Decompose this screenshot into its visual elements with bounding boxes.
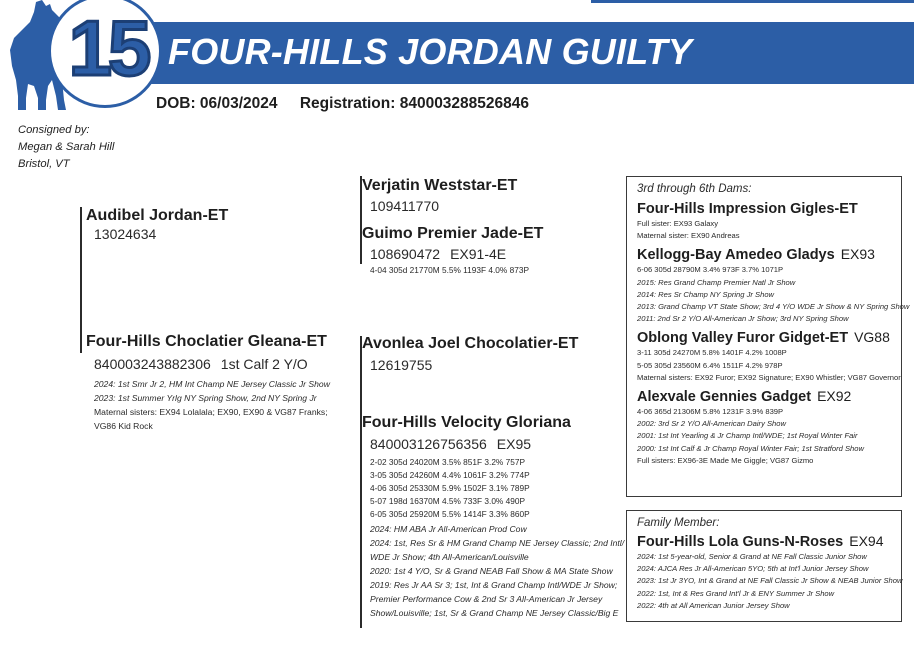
extended-dams-heading: 3rd through 6th Dams: — [637, 183, 752, 195]
extended-dam-detail: 2013: Grand Champ VT State Show; 3rd 4 Y/O WDE Jr Show & NY Spring Show — [637, 302, 910, 312]
dam-dam-award: Show/Louisville; 1st, Sr & Grand Champ NE Jersey Classic/Big E — [370, 608, 619, 618]
extended-dam-detail: Maternal sisters: EX92 Furor; EX92 Signature; EX90 Whistler; VG87 Governor — [637, 372, 901, 382]
dam-dam-stat: 6-05 305d 25920M 5.5% 1414F 3.3% 860P — [370, 509, 530, 519]
dam-dam-name: Four-Hills Velocity Gloriana — [362, 414, 571, 431]
family-member-award: 2022: 1st, Int & Res Grand Int'l Jr & ENY Summer Jr Show — [637, 588, 835, 598]
extended-dam-detail: Full sister: EX93 Galaxy — [637, 219, 719, 228]
top-accent-strip — [591, 0, 914, 3]
dam-dam-award: WDE Jr Show; 4th All-American/Louisville — [370, 552, 529, 562]
consignor-location: Bristol, VT — [18, 158, 70, 170]
dam-dam-score: EX95 — [496, 436, 532, 452]
family-member-heading: Family Member: — [637, 517, 720, 529]
dam-dam-award: Premier Performance Cow & 2nd Sr 3 All-American Jr Jersey — [370, 594, 603, 604]
extended-dam-name: Four-Hills Impression Gigles-ET — [637, 201, 858, 217]
extended-dam-detail: 2014: Res Sr Champ NY Spring Jr Show — [637, 289, 775, 299]
extended-dam-name: Alexvale Gennies Gadget EX92 — [637, 388, 852, 406]
sire-sire-block — [362, 176, 517, 215]
dam-award-line: 2024: 1st Smr Jr 2, HM Int Champ NE Jersey Classic Jr Show — [94, 379, 330, 389]
dam-dam-award: 2020: 1st 4 Y/O, Sr & Grand NEAB Fall Show & MA State Show — [370, 566, 613, 576]
sire-dam-score: EX91-4E — [450, 246, 507, 262]
dam-dam-stat: 3-05 305d 24260M 4.4% 1061F 3.2% 774P — [370, 470, 530, 480]
sire-dam-reg-line — [370, 245, 543, 263]
sire-dam-stat: 4-04 305d 21770M 5.5% 1193F 4.0% 873P — [370, 265, 529, 275]
dob-text: DOB: 06/03/2024 — [156, 95, 278, 112]
dam-dam-award: 2024: 1st, Res Sr & HM Grand Champ NE Jersey Classic; 2nd Intl/ — [370, 538, 625, 548]
dam-reg-line — [94, 355, 330, 373]
dam-block — [86, 332, 330, 433]
consignor-block — [18, 122, 114, 173]
registration-text: Registration: 840003288526846 — [299, 95, 530, 112]
extended-dam-name: Kellogg-Bay Amedeo Gladys EX93 — [637, 246, 875, 264]
sire-dam-block — [362, 224, 543, 277]
extended-dam-detail: 2011: 2nd Sr 2 Y/O All-American Jr Show; 3rd NY Spring Show — [637, 314, 849, 324]
dam-name: Four-Hills Choclatier Gleana-ET — [86, 333, 327, 350]
family-member-award: 2024: AJCA Res Jr All-American 5YO; 5th at Int'l Junior Jersey Show — [637, 564, 869, 574]
dam-dam-award: 2019: Res Jr AA Sr 3; 1st, Int & Grand Champ Intl/WDE Jr Show; — [370, 580, 618, 590]
consignor-names: Megan & Sarah Hill — [18, 141, 115, 153]
family-member-award: 2023: 1st Jr 3YO, Int & Grand at NE Fall Classic Jr Show & NEAB Junior Show — [637, 576, 903, 586]
animal-title: FOUR-HILLS JORDAN GUILTY — [168, 31, 693, 72]
dam-sire-name: Avonlea Joel Chocolatier-ET — [362, 335, 579, 352]
family-member-award: 2024: 1st 5-year-old, Senior & Grand at NE Fall Classic Junior Show — [637, 552, 867, 561]
dam-dam-stat: 5-07 198d 16370M 4.5% 733F 3.0% 490P — [370, 496, 525, 506]
extended-dam-entry — [637, 387, 891, 467]
sire-reg: 13024634 — [94, 226, 157, 242]
extended-dam-entry — [637, 245, 910, 325]
extended-dam-detail: 3-11 305d 24270M 5.8% 1401F 4.2% 1008P — [637, 348, 787, 358]
dam-dam-reg-line — [370, 435, 624, 453]
dam-maternal-sisters-cont: VG86 Kid Rock — [94, 421, 153, 431]
extended-dam-detail: 6-06 305d 28790M 3.4% 973F 3.7% 1071P — [637, 265, 784, 275]
dam-dam-block — [362, 413, 624, 620]
lot-number: 15 — [68, 4, 148, 92]
dam-reg: 840003243882306 — [94, 356, 211, 372]
dam-dam-stat: 2-02 305d 24020M 3.5% 851F 3.2% 757P — [370, 457, 525, 467]
dam-dam-reg: 840003126756356 — [370, 436, 487, 452]
extended-dam-name: Oblong Valley Furor Gidget-ET VG88 — [637, 329, 890, 347]
extended-dams-box — [626, 176, 910, 497]
extended-dam-detail: 2015: Res Grand Champ Premier Natl Jr Show — [637, 277, 796, 287]
extended-dam-detail: 5-05 305d 23560M 6.4% 1511F 4.2% 978P — [637, 360, 783, 370]
extended-dam-detail: 4-06 365d 21306M 5.8% 1231F 3.9% 839P — [637, 407, 784, 417]
extended-dam-detail: 2001: 1st Int Yearling & Jr Champ Intl/WDE; 1st Royal Winter Fair — [637, 431, 858, 441]
extended-dam-detail: Maternal sister: EX90 Andreas — [637, 231, 740, 241]
sire-dam-name: Guimo Premier Jade-ET — [362, 225, 544, 242]
sire-block — [86, 206, 228, 243]
extended-dam-detail: Full sisters: EX96-3E Made Me Giggle; VG87 Gizmo — [637, 455, 814, 465]
extended-dam-detail: 2000: 1st Int Calf & Jr Champ Royal Winter Fair; 1st Stratford Show — [637, 443, 864, 453]
pedigree-bar-sire — [80, 207, 82, 353]
family-member-name: Four-Hills Lola Guns-N-Roses EX94 — [637, 533, 884, 550]
sire-name: Audibel Jordan-ET — [86, 207, 229, 224]
dam-dam-stat: 4-06 305d 25330M 5.9% 1502F 3.1% 789P — [370, 483, 530, 493]
dam-sire-reg: 12619755 — [370, 357, 433, 373]
dam-score: 1st Calf 2 Y/O — [220, 356, 308, 372]
sire-sire-name: Verjatin Weststar-ET — [362, 177, 518, 194]
dam-dam-award: 2024: HM ABA Jr All-American Prod Cow — [370, 524, 527, 534]
dam-award-line: 2023: 1st Summer Yrlg NY Spring Show, 2nd NY Spring Jr — [94, 393, 317, 403]
dam-sire-block — [362, 334, 578, 374]
sire-sire-reg: 109411770 — [370, 198, 440, 214]
family-member-award: 2022: 4th at All American Junior Jersey Show — [637, 600, 790, 610]
consignor-label: Consigned by: — [18, 124, 90, 136]
sire-dam-reg: 108690472 — [370, 246, 441, 262]
dam-maternal-sisters: Maternal sisters: EX94 Lolalala; EX90, EX90 & VG87 Franks; — [94, 407, 328, 417]
extended-dam-entry — [637, 200, 891, 242]
dob-registration-line — [156, 95, 547, 113]
extended-dam-detail: 2002: 3rd Sr 2 Y/O All-American Dairy Show — [637, 419, 786, 429]
family-member-box — [626, 510, 902, 622]
extended-dam-entry — [637, 328, 901, 384]
